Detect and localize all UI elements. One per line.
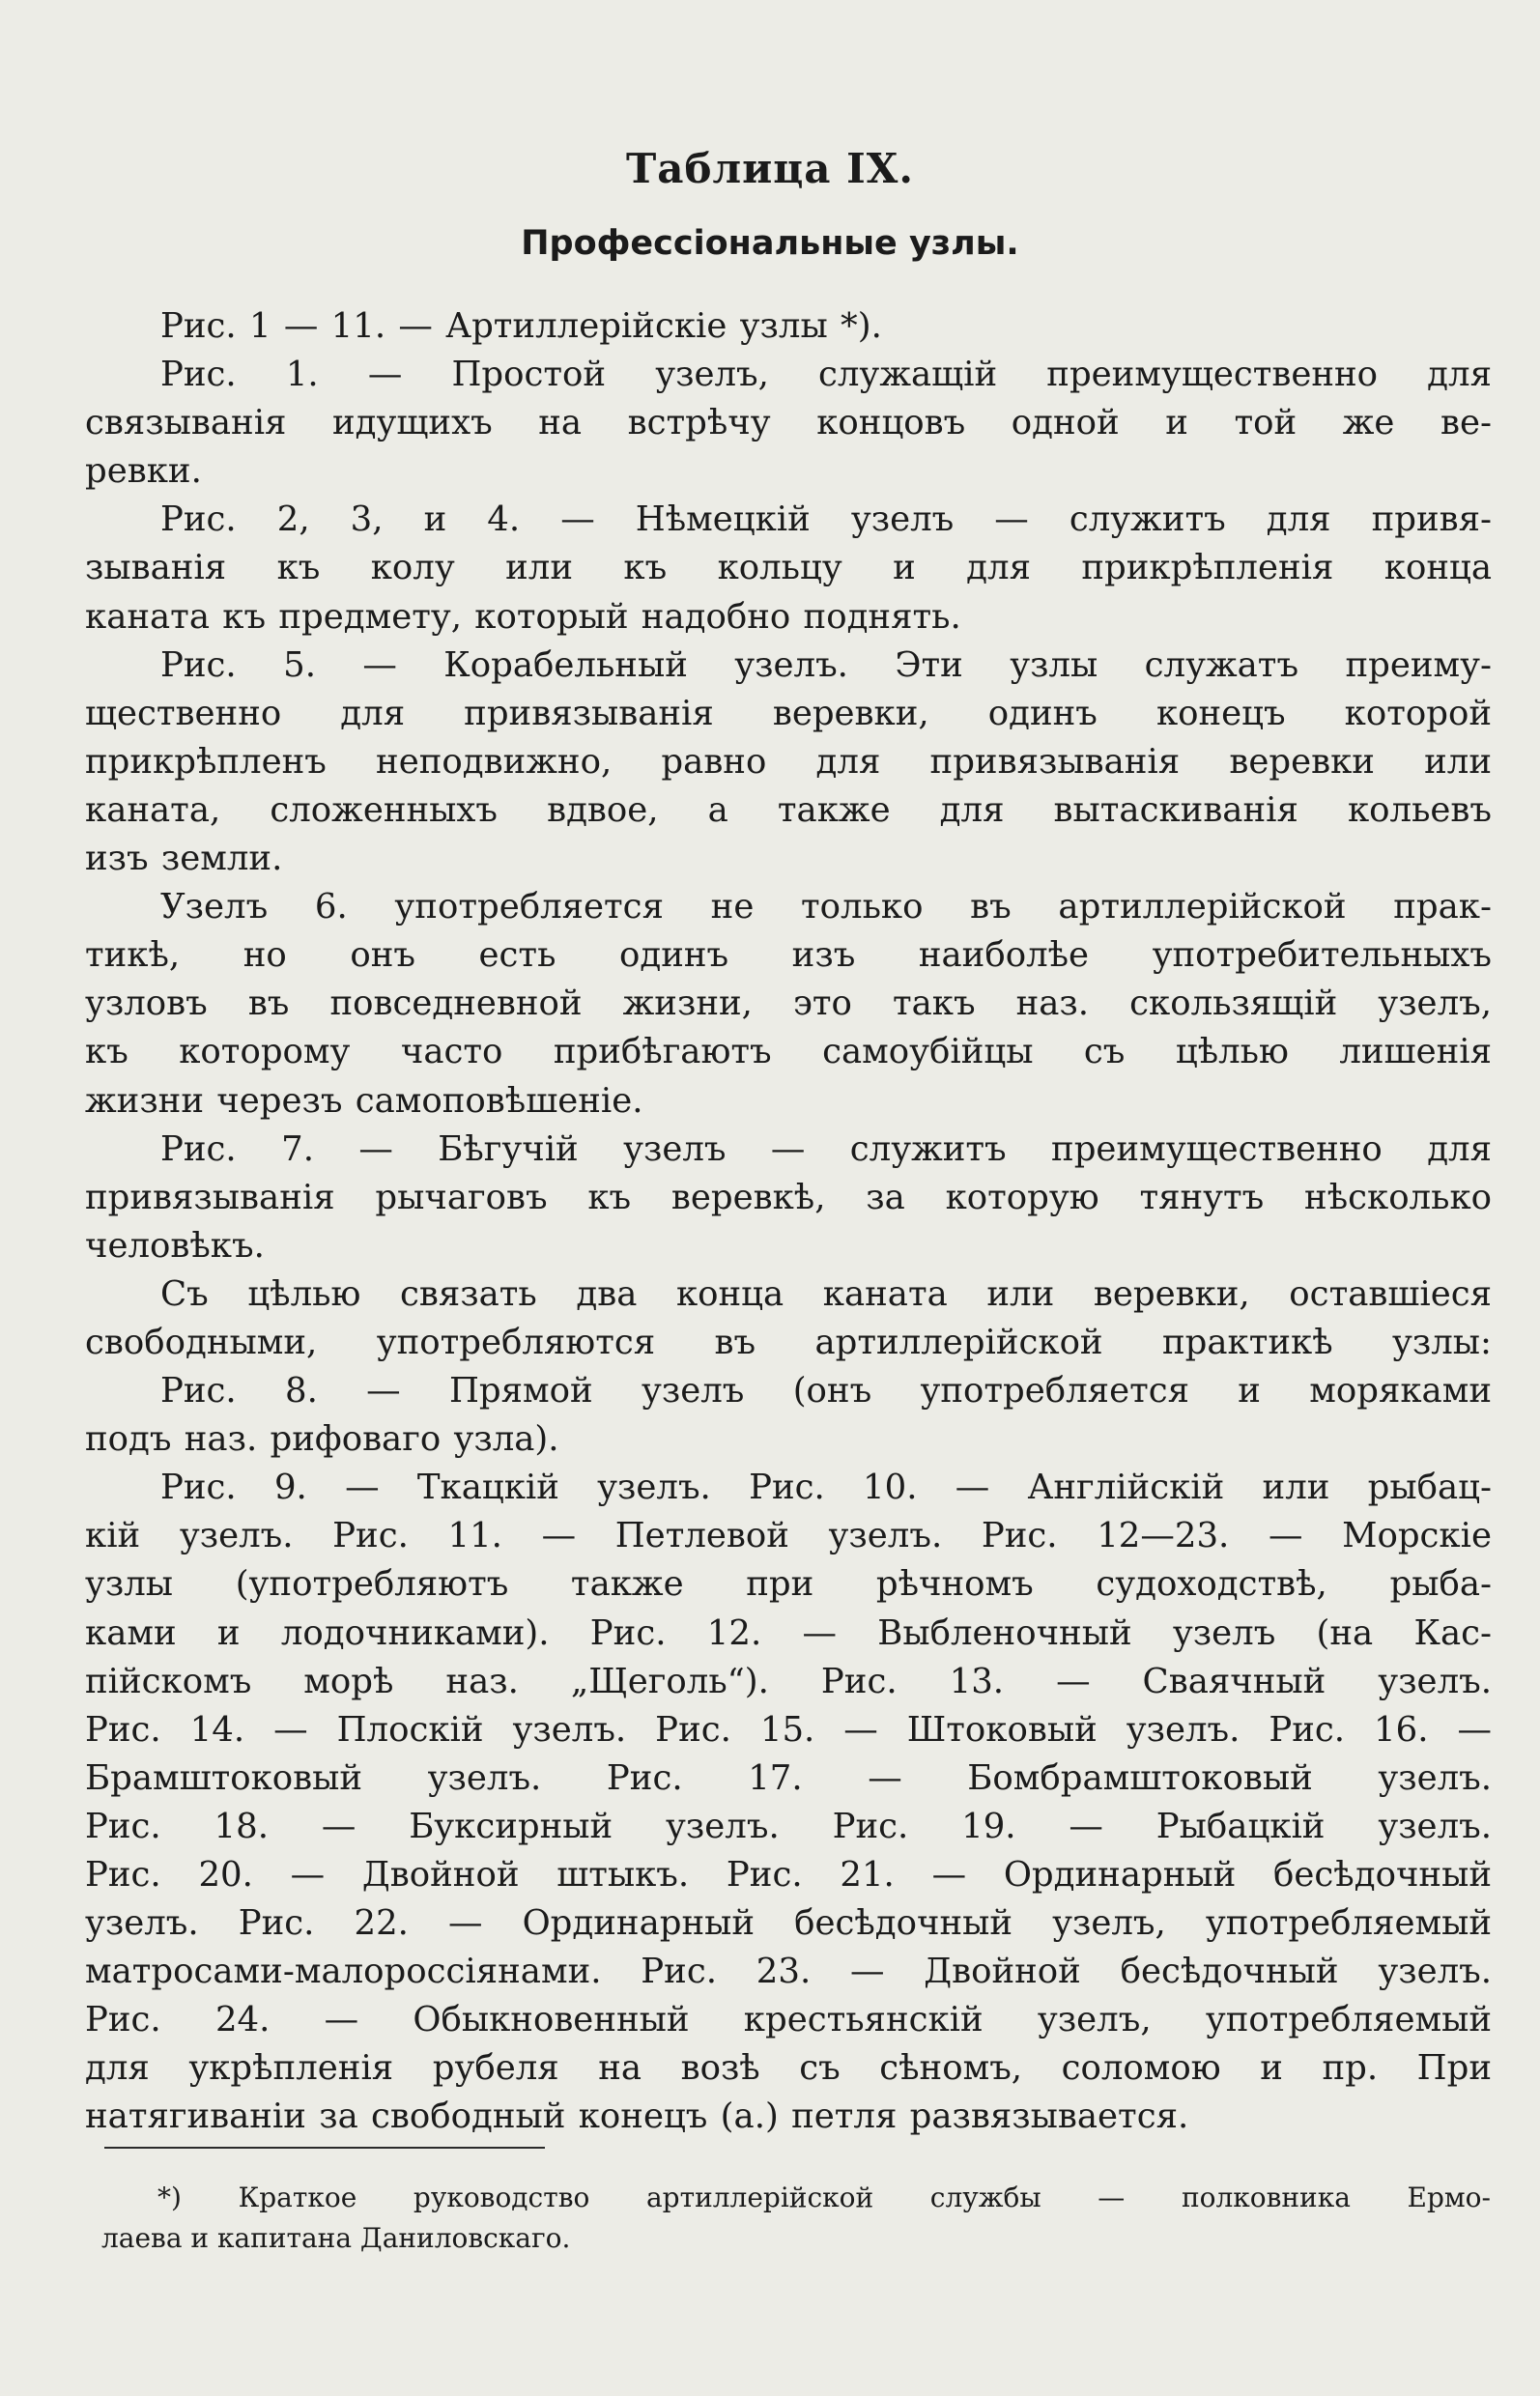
text-line: Рис. 1. — Простой узелъ, служащій преимущественно для [160,355,1492,395]
text-line: каната къ предмету, который надобно поднять. [85,596,961,637]
text-line: привязыванія рычаговъ къ веревкѣ, за которую тянутъ нѣсколько [85,1177,1492,1217]
text-line: тикѣ, но онъ есть одинъ изъ наиболѣе употребительныхъ [85,935,1492,976]
text-line: узелъ. Рис. 22. — Ординарный бесѣдочный узелъ, употребляемый [85,1903,1492,1944]
text-line: Рис. 8. — Прямой узелъ (онъ употребляется и моряками [160,1371,1492,1412]
text-line: Рис. 1 — 11. — Артиллерійскіе узлы *). [160,306,882,346]
text-line: Рис. 20. — Двойной штыкъ. Рис. 21. — Ординарный бесѣдочный [85,1855,1492,1895]
page-title: Таблица IX. [626,145,914,192]
text-line: жизни черезъ самоповѣшеніе. [85,1080,643,1121]
body-text [85,302,1492,2142]
text-line: зыванія къ колу или къ кольцу и для прикрѣпленія конца [85,548,1492,588]
text-line: для укрѣпленія рубеля на возѣ съ сѣномъ, соломою и пр. При [85,2048,1492,2089]
text-line: Рис. 2, 3, и 4. — Нѣмецкій узелъ — служитъ для привя- [160,499,1492,540]
text-line: кій узелъ. Рис. 11. — Петлевой узелъ. Рис. 12—23. — Морскіе [85,1516,1492,1556]
text-line: подъ наз. рифоваго узла). [85,1419,559,1460]
footnote-line: *) Краткое руководство артиллерійской службы — полковника Ермо- [157,2182,1491,2213]
text-line: узлы (употребляютъ также при рѣчномъ судоходствѣ, рыба- [85,1564,1492,1605]
text-line: къ которому часто прибѣгаютъ самоубійцы съ цѣлью лишенія [85,1032,1492,1072]
footnote [101,2178,1491,2259]
text-line: связыванія идущихъ на встрѣчу концовъ одной и той же ве- [85,403,1492,443]
text-line: изъ земли. [85,839,283,879]
footnote-line: лаева и капитана Даниловскаго. [101,2222,571,2254]
page-subtitle: Професcіональные узлы. [521,224,1019,263]
footnote-divider [104,2147,545,2149]
text-line: человѣкъ. [85,1225,265,1266]
text-line: Рис. 7. — Бѣгучій узелъ — служитъ преимущественно для [160,1128,1492,1169]
text-line: ками и лодочниками). Рис. 12. — Выбленочный узелъ (на Кас- [85,1612,1492,1653]
text-line: Узелъ 6. употребляется не только въ артиллерійской прак- [160,887,1492,927]
text-line: прикрѣпленъ неподвижно, равно для привязыванія веревки или [85,741,1492,782]
text-line: натягиваніи за свободный конецъ (а.) петля развязывается. [85,2096,1189,2137]
text-line: щественно для привязыванія веревки, одинъ конецъ которой [85,693,1492,733]
text-line: пійскомъ морѣ наз. „Щеголь“). Рис. 13. — Сваячный узелъ. [85,1661,1492,1701]
text-line: узловъ въ повседневной жизни, это такъ наз. скользящій узелъ, [85,984,1492,1024]
text-line: Рис. 9. — Ткацкій узелъ. Рис. 10. — Англійскій или рыбац- [160,1468,1492,1508]
text-line: свободными, употребляются въ артиллерійской практикѣ узлы: [85,1322,1492,1362]
text-line: ревки. [85,451,202,492]
text-line: Брамштоковый узелъ. Рис. 17. — Бомбрамштоковый узелъ. [85,1757,1492,1798]
text-line: Рис. 24. — Обыкновенный крестьянскій узелъ, употребляемый [85,2000,1492,2040]
text-line: Рис. 5. — Корабельный узелъ. Эти узлы служатъ преиму- [160,644,1492,685]
text-line: каната, сложенныхъ вдвое, а также для вытаскиванія кольевъ [85,789,1492,830]
text-line: Рис. 14. — Плоскій узелъ. Рис. 15. — Штоковый узелъ. Рис. 16. — [85,1709,1492,1750]
text-line: матросами-малороссіянами. Рис. 23. — Двойной бесѣдочный узелъ. [85,1952,1492,1992]
text-line: Съ цѣлью связать два конца каната или веревки, оставшіеся [160,1273,1492,1314]
text-line: Рис. 18. — Буксирный узелъ. Рис. 19. — Рыбацкій узелъ. [85,1806,1492,1846]
